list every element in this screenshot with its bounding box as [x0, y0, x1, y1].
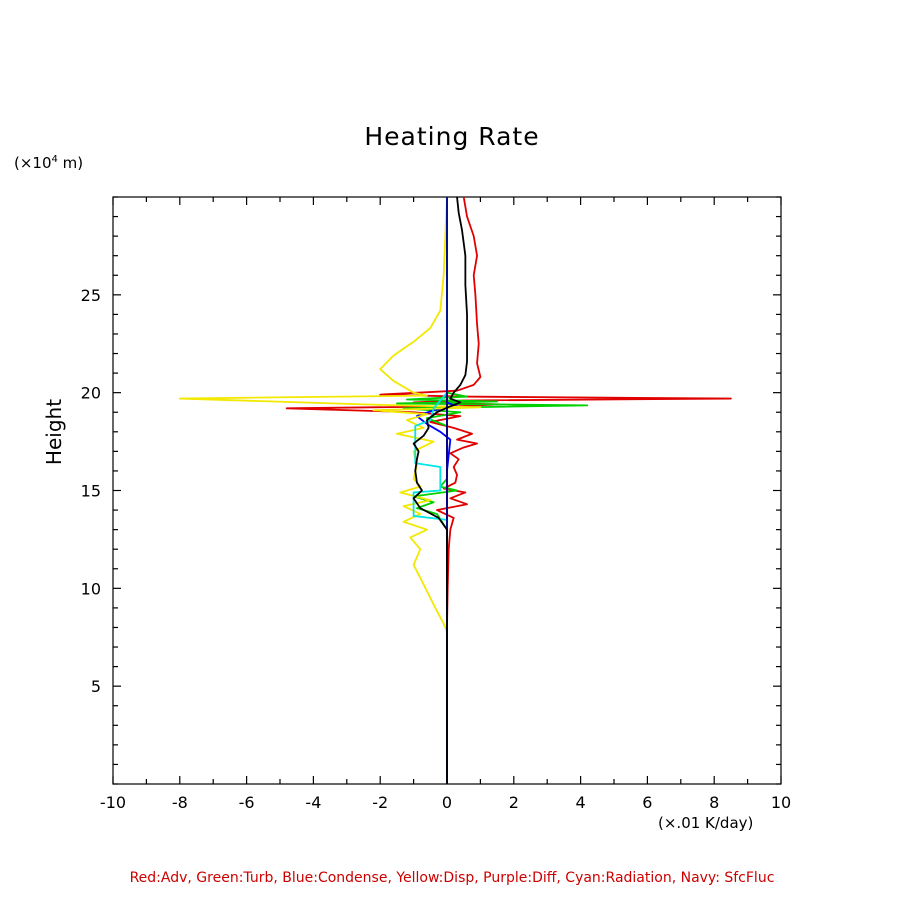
x-tick-label: -2	[372, 793, 389, 812]
y-tick-label: 25	[80, 285, 101, 305]
x-tick-label: 4	[575, 793, 586, 812]
series-line	[287, 197, 731, 784]
y-tick-label: 10	[80, 579, 101, 599]
y-axis-label: Height	[42, 398, 66, 466]
x-tick-label: 2	[508, 793, 519, 812]
x-tick-label: -6	[238, 793, 255, 812]
x-tick-label: -4	[305, 793, 322, 812]
x-tick-label: 8	[709, 793, 720, 812]
x-tick-label: 6	[642, 793, 653, 812]
x-tick-label: 0	[441, 793, 453, 812]
y-axis-unit-label: ($\times 10^4$ m)	[14, 154, 84, 172]
legend-caption: Red:Adv, Green:Turb, Blue:Condense, Yellow:Disp, Purple:Diff, Cyan:Radiation, Navy: SfcFluc	[129, 870, 775, 886]
x-tick-label: -10	[99, 793, 127, 812]
chart-title: Heating Rate	[364, 122, 540, 151]
y-tick-label: 15	[80, 481, 101, 501]
series-line	[397, 197, 587, 784]
y-tick-label: 20	[80, 383, 101, 403]
x-axis-unit-label: (×.01 K/day)	[658, 814, 754, 832]
x-tick-label: 10	[770, 793, 792, 812]
y-tick-label: 5	[90, 677, 101, 697]
x-tick-label: -8	[171, 793, 188, 812]
